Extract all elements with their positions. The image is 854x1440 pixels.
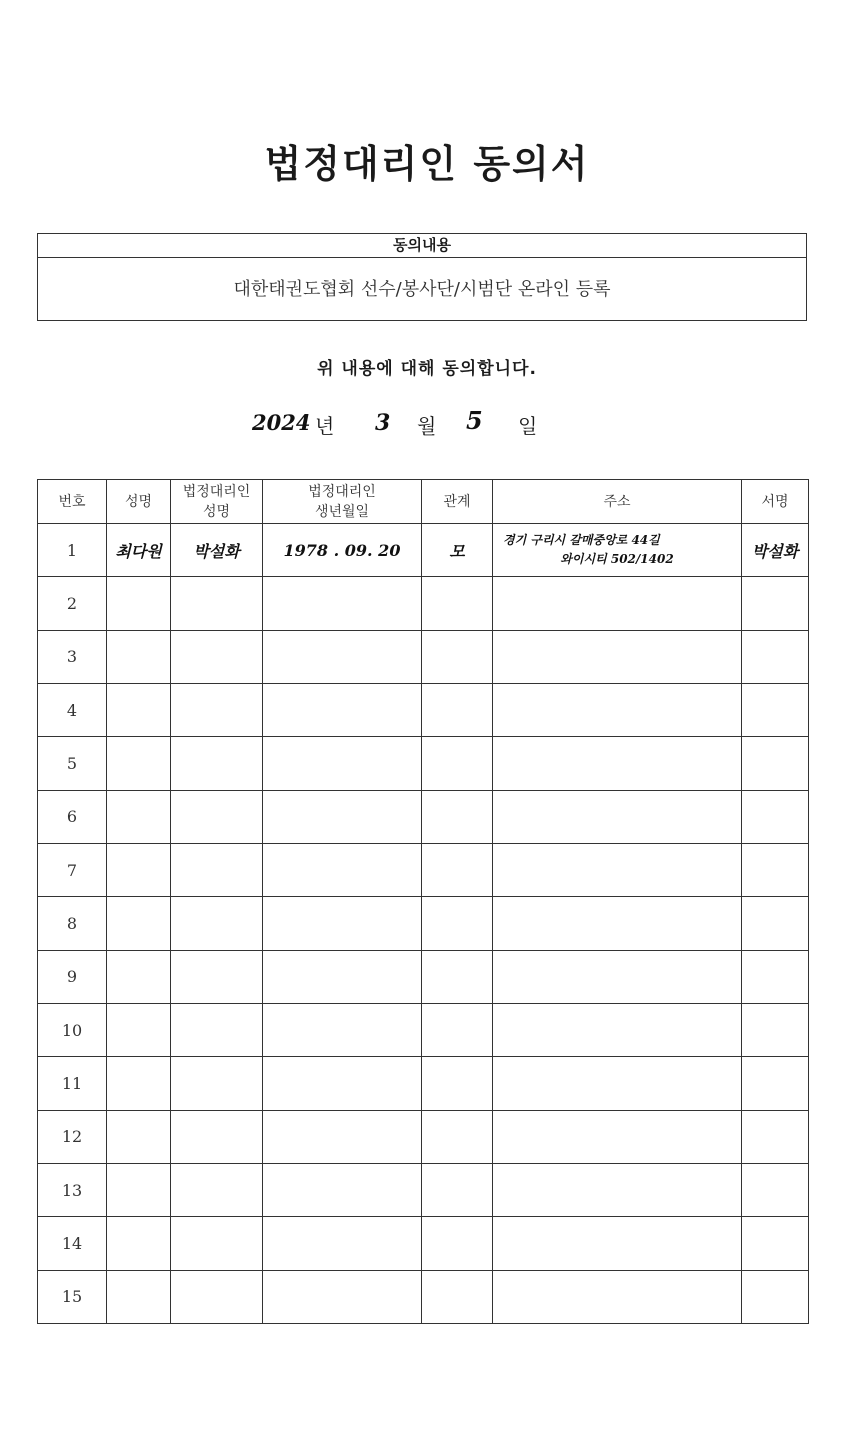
table-row <box>38 683 809 736</box>
header-guardian-birth <box>263 480 422 524</box>
row-address <box>493 843 742 896</box>
row-address <box>493 1057 742 1110</box>
row-guardian-birth <box>263 630 422 683</box>
row-name <box>107 1110 171 1163</box>
row-name <box>107 1163 171 1216</box>
row-no: 11 <box>38 1057 107 1110</box>
row-guardian-name <box>171 577 263 630</box>
table-row <box>38 737 809 790</box>
row-address <box>493 790 742 843</box>
row-address <box>493 683 742 736</box>
row-relation <box>422 1270 493 1323</box>
table-row <box>38 524 809 577</box>
date-month-label: 월 <box>417 414 437 438</box>
row-guardian-name <box>171 790 263 843</box>
row-guardian-birth <box>263 1110 422 1163</box>
row-signature <box>742 843 809 896</box>
row-name-handwritten: 최다원 <box>107 524 171 577</box>
row-guardian-birth <box>263 1217 422 1270</box>
row-signature <box>742 1057 809 1110</box>
row-signature <box>742 630 809 683</box>
table-row <box>38 630 809 683</box>
row-address <box>493 737 742 790</box>
row-relation <box>422 577 493 630</box>
header-guardian-birth-line1: 법정대리인 <box>308 483 376 500</box>
consent-content-header: 동의내용 <box>38 234 806 258</box>
signing-date <box>0 404 854 444</box>
row-name <box>107 577 171 630</box>
header-guardian-name-line1: 법정대리인 <box>182 483 251 500</box>
table-row <box>38 577 809 630</box>
row-relation <box>422 1163 493 1216</box>
row-name <box>107 1217 171 1270</box>
row-signature <box>742 737 809 790</box>
row-signature <box>742 1270 809 1323</box>
row-relation-handwritten: 모 <box>422 524 493 577</box>
row-guardian-name <box>171 897 263 950</box>
row-no: 15 <box>38 1270 107 1323</box>
row-no: 13 <box>38 1163 107 1216</box>
row-guardian-birth <box>263 897 422 950</box>
row-no: 7 <box>38 843 107 896</box>
row-relation <box>422 1110 493 1163</box>
row-guardian-name-handwritten: 박설화 <box>171 524 263 577</box>
row-no: 3 <box>38 630 107 683</box>
row-guardian-name <box>171 1110 263 1163</box>
row-address <box>493 1003 742 1056</box>
agreement-statement: 위 내용에 대해 동의합니다. <box>317 359 537 379</box>
row-signature <box>742 1110 809 1163</box>
row-name <box>107 683 171 736</box>
row-signature <box>742 790 809 843</box>
row-guardian-birth-handwritten: 1978 . 09. 20 <box>263 524 422 577</box>
row-guardian-name <box>171 1217 263 1270</box>
table-row <box>38 1217 809 1270</box>
date-year-label: 년 <box>315 414 335 438</box>
row-relation <box>422 1217 493 1270</box>
row-address-line2: 와이시티 502/1402 <box>560 552 674 567</box>
row-guardian-birth <box>263 737 422 790</box>
row-relation <box>422 843 493 896</box>
table-row <box>38 1110 809 1163</box>
row-no: 12 <box>38 1110 107 1163</box>
row-address <box>493 950 742 1003</box>
date-day-handwritten: 5 <box>466 406 483 435</box>
row-guardian-name <box>171 737 263 790</box>
table-row <box>38 1003 809 1056</box>
row-address <box>493 1217 742 1270</box>
row-guardian-name <box>171 950 263 1003</box>
row-name <box>107 630 171 683</box>
date-year-handwritten: 2024 <box>252 410 311 435</box>
row-signature <box>742 1217 809 1270</box>
row-relation <box>422 1003 493 1056</box>
row-relation <box>422 790 493 843</box>
row-address <box>493 1270 742 1323</box>
row-guardian-birth <box>263 1163 422 1216</box>
header-no: 번호 <box>38 480 107 524</box>
table-row <box>38 1057 809 1110</box>
header-signature: 서명 <box>742 480 809 524</box>
header-address: 주소 <box>493 480 742 524</box>
row-address-line1: 경기 구리시 갈매중앙로 44길 <box>503 533 660 548</box>
table-row <box>38 897 809 950</box>
row-guardian-birth <box>263 950 422 1003</box>
row-guardian-name <box>171 683 263 736</box>
row-address <box>493 1163 742 1216</box>
document-title: 법정대리인 동의서 <box>264 142 590 186</box>
row-guardian-name <box>171 1057 263 1110</box>
row-signature <box>742 577 809 630</box>
row-guardian-birth <box>263 577 422 630</box>
row-signature <box>742 950 809 1003</box>
row-relation <box>422 1057 493 1110</box>
row-guardian-birth <box>263 683 422 736</box>
row-address <box>493 1110 742 1163</box>
row-signature <box>742 897 809 950</box>
row-no: 1 <box>38 524 107 577</box>
row-no: 2 <box>38 577 107 630</box>
consent-content-box <box>37 233 807 321</box>
header-guardian-name <box>171 480 263 524</box>
row-address <box>493 630 742 683</box>
row-address <box>493 577 742 630</box>
row-guardian-birth <box>263 843 422 896</box>
row-guardian-name <box>171 843 263 896</box>
row-name <box>107 790 171 843</box>
row-signature <box>742 683 809 736</box>
row-no: 4 <box>38 683 107 736</box>
consent-content-text: 대한태권도협회 선수/봉사단/시범단 온라인 등록 <box>233 279 611 300</box>
row-no: 14 <box>38 1217 107 1270</box>
row-relation <box>422 897 493 950</box>
row-guardian-birth <box>263 1003 422 1056</box>
date-day-label: 일 <box>518 414 538 438</box>
row-name <box>107 1270 171 1323</box>
row-signature <box>742 1003 809 1056</box>
row-signature <box>742 1163 809 1216</box>
table-row <box>38 950 809 1003</box>
row-name <box>107 950 171 1003</box>
guardian-register-table <box>37 479 809 1324</box>
row-guardian-birth <box>263 1270 422 1323</box>
row-guardian-birth <box>263 1057 422 1110</box>
table-header-row <box>38 480 809 524</box>
date-month-handwritten: 3 <box>375 410 391 436</box>
table-row <box>38 1163 809 1216</box>
row-relation <box>422 950 493 1003</box>
row-name <box>107 1057 171 1110</box>
row-guardian-name <box>171 1003 263 1056</box>
row-name <box>107 897 171 950</box>
row-no: 9 <box>38 950 107 1003</box>
row-relation <box>422 630 493 683</box>
table-row <box>38 843 809 896</box>
row-guardian-name <box>171 1270 263 1323</box>
row-relation <box>422 737 493 790</box>
row-name <box>107 843 171 896</box>
row-no: 10 <box>38 1003 107 1056</box>
row-guardian-birth <box>263 790 422 843</box>
row-name <box>107 1003 171 1056</box>
table-row <box>38 1270 809 1323</box>
row-address-handwritten <box>493 524 742 577</box>
row-guardian-name <box>171 630 263 683</box>
header-relation: 관계 <box>422 480 493 524</box>
row-no: 6 <box>38 790 107 843</box>
header-name: 성명 <box>107 480 171 524</box>
row-address <box>493 897 742 950</box>
row-guardian-name <box>171 1163 263 1216</box>
row-no: 5 <box>38 737 107 790</box>
table-row <box>38 790 809 843</box>
header-guardian-birth-line2: 생년월일 <box>314 503 370 520</box>
row-no: 8 <box>38 897 107 950</box>
row-name <box>107 737 171 790</box>
row-signature-handwritten: 박설화 <box>742 524 809 577</box>
row-relation <box>422 683 493 736</box>
header-guardian-name-line2: 성명 <box>202 503 231 520</box>
